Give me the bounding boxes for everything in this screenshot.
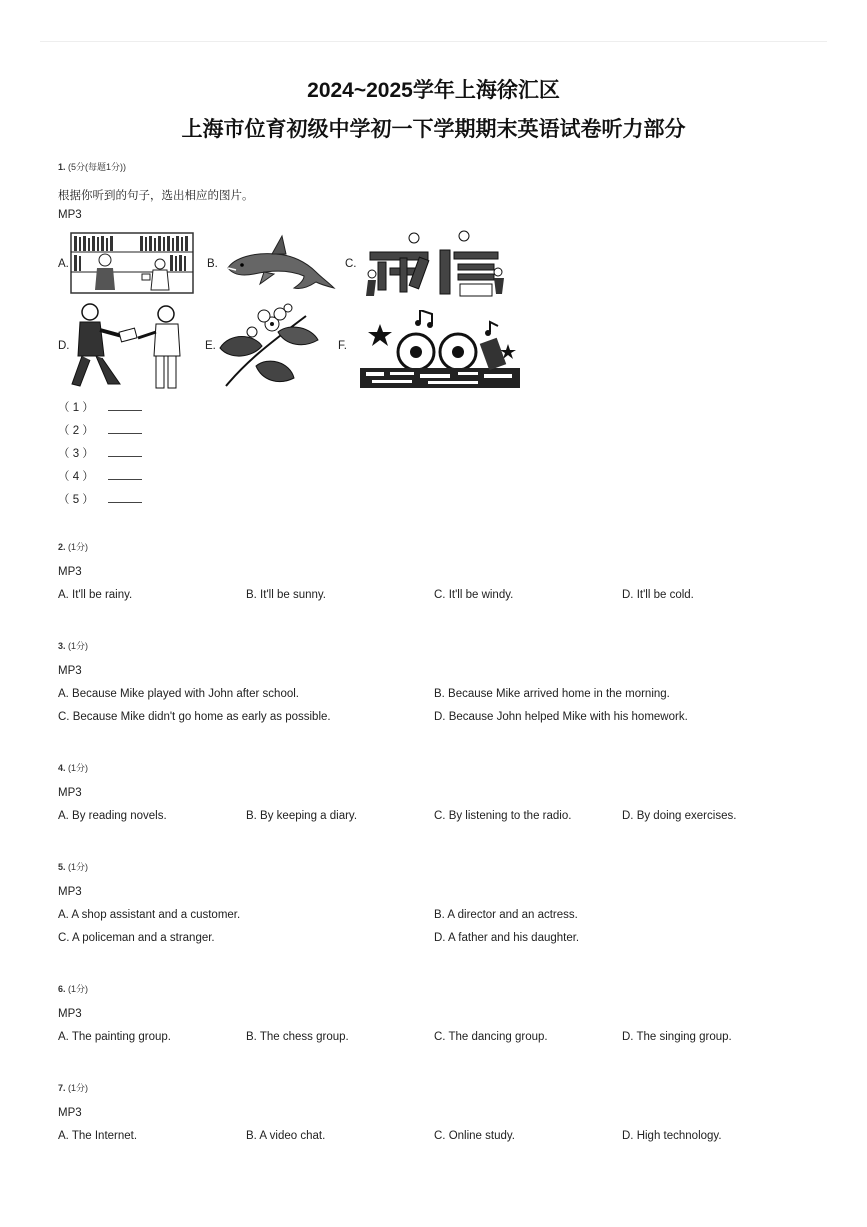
question-score: (5分(每题1分)) xyxy=(68,162,127,172)
answer-blank-4[interactable] xyxy=(58,468,142,484)
option-d[interactable]: D. By doing exercises. xyxy=(622,810,737,822)
option-d[interactable]: D. High technology. xyxy=(622,1130,722,1142)
question-1-header xyxy=(58,160,126,173)
question-score: (1分) xyxy=(68,763,89,773)
question-number: 7. xyxy=(58,1083,66,1093)
option-c[interactable]: C. Because Mike didn't go home as early as possible. xyxy=(58,711,331,723)
chengxin-characters-icon xyxy=(356,228,510,300)
blank-label: （ 2 ） xyxy=(58,425,94,437)
option-a[interactable]: A. The painting group. xyxy=(58,1031,171,1043)
question-number: 4. xyxy=(58,763,66,773)
option-b[interactable]: B. A video chat. xyxy=(246,1130,326,1142)
blank-label: （ 3 ） xyxy=(58,448,94,460)
option-a[interactable]: A. The Internet. xyxy=(58,1130,138,1142)
option-a[interactable]: A. By reading novels. xyxy=(58,810,167,822)
question-4-header xyxy=(58,761,88,774)
question-score: (1分) xyxy=(68,984,89,994)
option-a[interactable]: A. It'll be rainy. xyxy=(58,589,133,601)
question-score: (1分) xyxy=(68,862,89,872)
option-b[interactable]: B. By keeping a diary. xyxy=(246,810,358,822)
question-6-mp3[interactable]: MP3 xyxy=(58,1008,82,1020)
question-1-mp3[interactable]: MP3 xyxy=(58,209,82,221)
picture-label-b: B. xyxy=(207,258,218,270)
option-b[interactable]: B. It'll be sunny. xyxy=(246,589,326,601)
option-a[interactable]: A. Because Mike played with John after school. xyxy=(58,688,299,700)
option-c[interactable]: C. The dancing group. xyxy=(434,1031,548,1043)
question-5-mp3[interactable]: MP3 xyxy=(58,886,82,898)
question-2-header xyxy=(58,540,88,553)
option-c[interactable]: C. Online study. xyxy=(434,1130,515,1142)
question-4-mp3[interactable]: MP3 xyxy=(58,787,82,799)
answer-blank-5[interactable] xyxy=(58,491,142,507)
question-number: 3. xyxy=(58,641,66,651)
option-b[interactable]: B. The chess group. xyxy=(246,1031,349,1043)
question-7-mp3[interactable]: MP3 xyxy=(58,1107,82,1119)
question-7-header xyxy=(58,1081,88,1094)
page-title-line1: 2024~2025学年上海徐汇区 xyxy=(307,79,560,102)
blank-label: （ 5 ） xyxy=(58,494,94,506)
question-number: 2. xyxy=(58,542,66,552)
option-d[interactable]: D. The singing group. xyxy=(622,1031,732,1043)
people-handing-card-icon xyxy=(68,300,188,392)
question-score: (1分) xyxy=(68,1083,89,1093)
option-b[interactable]: B. Because Mike arrived home in the morning. xyxy=(434,688,670,700)
question-3-header xyxy=(58,639,88,652)
option-c[interactable]: C. A policeman and a stranger. xyxy=(58,932,215,944)
picture-label-a: A. xyxy=(58,258,69,270)
question-number: 5. xyxy=(58,862,66,872)
music-equipment-icon xyxy=(358,310,522,390)
option-d[interactable]: D. A father and his daughter. xyxy=(434,932,580,944)
option-b[interactable]: B. A director and an actress. xyxy=(434,909,578,921)
page-top-divider xyxy=(40,41,827,42)
picture-label-f: F. xyxy=(338,340,347,352)
option-a[interactable]: A. A shop assistant and a customer. xyxy=(58,909,241,921)
library-bookshelf-icon xyxy=(70,232,194,294)
flower-branch-icon xyxy=(216,302,322,390)
question-1-instruction: 根据你听到的句子，选出相应的图片。 xyxy=(58,190,254,202)
option-c[interactable]: C. By listening to the radio. xyxy=(434,810,572,822)
question-score: (1分) xyxy=(68,641,89,651)
option-d[interactable]: D. It'll be cold. xyxy=(622,589,694,601)
option-d[interactable]: D. Because John helped Mike with his homework. xyxy=(434,711,688,723)
page-title-line2: 上海市位育初级中学初一下学期期末英语试卷听力部分 xyxy=(181,118,686,141)
question-2-mp3[interactable]: MP3 xyxy=(58,566,82,578)
option-c[interactable]: C. It'll be windy. xyxy=(434,589,514,601)
picture-label-d: D. xyxy=(58,340,70,352)
question-3-mp3[interactable]: MP3 xyxy=(58,665,82,677)
question-5-header xyxy=(58,860,88,873)
picture-label-e: E. xyxy=(205,340,216,352)
blank-label: （ 4 ） xyxy=(58,471,94,483)
blank-label: （ 1 ） xyxy=(58,402,94,414)
answer-blank-2[interactable] xyxy=(58,422,142,438)
answer-blank-1[interactable] xyxy=(58,399,142,415)
dolphin-icon xyxy=(224,232,338,292)
question-6-header xyxy=(58,982,88,995)
answer-blank-3[interactable] xyxy=(58,445,142,461)
question-score: (1分) xyxy=(68,542,89,552)
picture-label-c: C. xyxy=(345,258,357,270)
question-number: 6. xyxy=(58,984,66,994)
question-number: 1. xyxy=(58,162,66,172)
